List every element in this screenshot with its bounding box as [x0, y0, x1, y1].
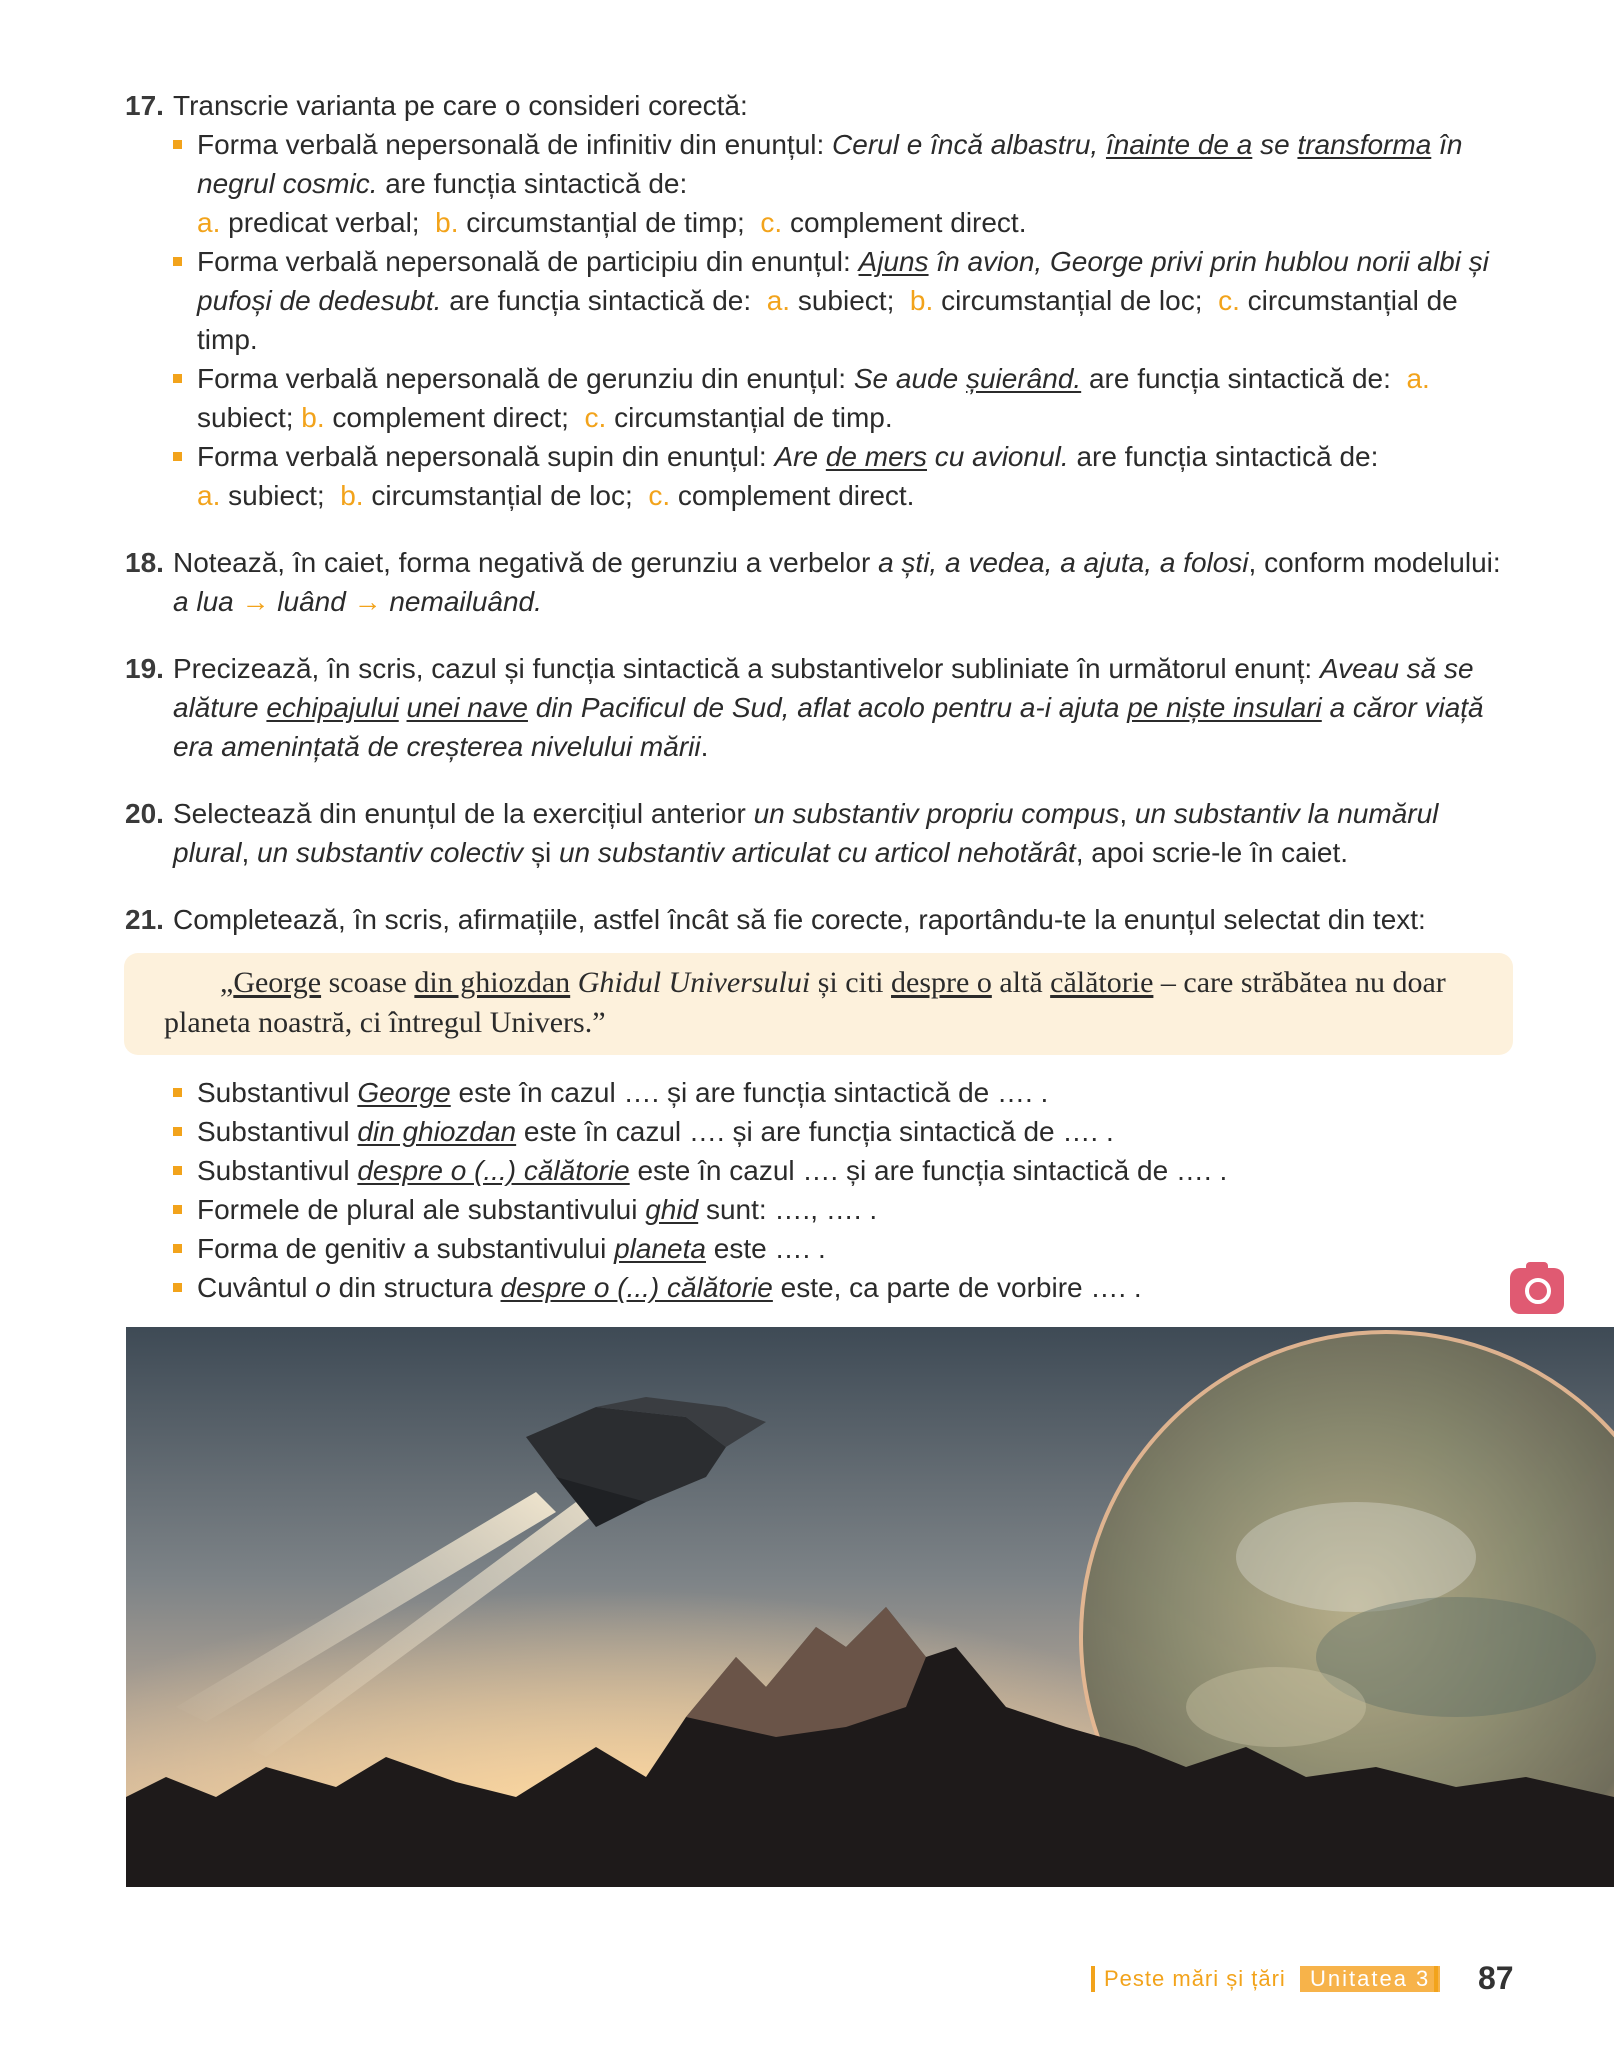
- option-text: complement direct.: [789, 207, 1027, 238]
- page-number: 87: [1478, 1960, 1514, 1996]
- exercise-20: [125, 794, 1513, 872]
- footer-divider: [1434, 1966, 1438, 1992]
- item-tail: are funcția sintactică de:: [449, 285, 752, 316]
- underlined-word: pe niște insulari: [1127, 692, 1322, 723]
- example-text: cu avionul.: [934, 441, 1069, 472]
- quote-text: – care străbătea nu doar planeta noastră, ci întregul Univers.”: [164, 966, 1446, 1039]
- list-item: [173, 1229, 1513, 1268]
- option-letter: b.: [301, 402, 325, 433]
- item-text: este în cazul …. și are funcția sintactică de …. .: [458, 1077, 1049, 1108]
- option-letter: c.: [760, 207, 783, 238]
- book-title: Ghidul Universului: [577, 966, 811, 999]
- option-text: circumstanțial de timp;: [466, 207, 745, 238]
- item-text: Substantivul: [197, 1116, 350, 1147]
- underlined-word: despre o (...) călătorie: [500, 1272, 773, 1303]
- exercise-prompt: Completează, în scris, afirmațiile, astfel încât să fie corecte, raportându-te la enunțul selectat din text:: [173, 904, 1426, 935]
- option-letter: c.: [648, 480, 671, 511]
- conjunction: și: [530, 837, 552, 868]
- example-text: în negrul cosmic.: [197, 129, 1463, 199]
- option-text: subiect;: [797, 285, 895, 316]
- underlined-word: echipajului: [266, 692, 399, 723]
- list-item: [173, 1151, 1513, 1190]
- example-text: se: [1260, 129, 1290, 160]
- option-text: circumstanțial de timp.: [614, 402, 893, 433]
- option-text: subiect;: [197, 402, 294, 433]
- option-text: circumstanțial de loc;: [371, 480, 633, 511]
- example-text: Se aude: [853, 363, 959, 394]
- item-text: Forma de genitiv a substantivului: [197, 1233, 607, 1264]
- quote-box: [124, 953, 1513, 1055]
- model-word: luând: [277, 586, 346, 617]
- list-item: [173, 437, 1513, 515]
- camera-icon[interactable]: [1510, 1268, 1564, 1314]
- exercise-19: [125, 649, 1513, 766]
- underlined-word: șuierând.: [965, 363, 1082, 394]
- example-text: Cerul e încă albastru,: [832, 129, 1099, 160]
- exercise-18: [125, 543, 1513, 621]
- exercise-21-items: [125, 1073, 1513, 1307]
- statements-list: [173, 1073, 1513, 1307]
- option-text: subiect;: [228, 480, 325, 511]
- underlined-word: de mers: [825, 441, 927, 472]
- option-letter: b.: [909, 285, 934, 316]
- item-lead: Forma verbală nepersonală de gerunziu din enunțul:: [197, 363, 847, 394]
- underlined-word: călătorie: [1050, 966, 1154, 999]
- task-phrase: un substantiv propriu compus: [753, 798, 1120, 829]
- exercise-17: [125, 86, 1513, 515]
- example-text: Are: [774, 441, 819, 472]
- camera-lens: [1525, 1278, 1551, 1304]
- task-phrase: un substantiv colectiv: [257, 837, 524, 868]
- item-text: sunt: …., …. .: [705, 1194, 878, 1225]
- exercise-21: [125, 900, 1513, 939]
- item-lead: Forma verbală nepersonală de participiu din enunțul:: [197, 246, 851, 277]
- item-text: Formele de plural ale substantivului: [197, 1194, 638, 1225]
- quote-text: scoase: [328, 966, 407, 999]
- exercise-text: , apoi scrie-le în caiet.: [1075, 837, 1349, 868]
- exercise-text: Precizează, în scris, cazul și funcția sintactică a substantivelor subliniate în următorul enunț:: [173, 653, 1313, 684]
- item-text: este …. .: [713, 1233, 826, 1264]
- arrow-right-icon: →: [353, 586, 382, 617]
- option-letter: c.: [1218, 285, 1240, 316]
- item-text: este, ca parte de vorbire …. .: [780, 1272, 1142, 1303]
- exercise-number: 19.: [125, 653, 164, 684]
- list-item: [173, 1268, 1513, 1307]
- comma: ,: [241, 837, 250, 868]
- option-text: complement direct.: [677, 480, 915, 511]
- item-text: din structura: [338, 1272, 493, 1303]
- underlined-word: unei nave: [406, 692, 528, 723]
- footer-divider: [1091, 1966, 1095, 1992]
- item-text: este în cazul …. și are funcția sintactică de …. .: [637, 1155, 1228, 1186]
- list-item: [173, 1112, 1513, 1151]
- exercise-text: Selectează din enunțul de la exercițiul anterior: [173, 798, 746, 829]
- page-content: [125, 86, 1513, 1307]
- example-text: a căror viață era amenințată de creșterea nivelului mării: [173, 692, 1484, 762]
- unit-label: Unitatea 3: [1300, 1966, 1440, 1992]
- quote-text: altă: [999, 966, 1043, 999]
- exercise-number: 17.: [125, 90, 164, 121]
- space-scene: [126, 1327, 1614, 1887]
- underlined-word: despre o: [891, 966, 992, 999]
- exercise-text: Notează, în caiet, forma negativă de gerunziu a verbelor: [173, 547, 871, 578]
- comma: ,: [1119, 798, 1128, 829]
- underlined-word: ghid: [645, 1194, 699, 1225]
- option-letter: b.: [340, 480, 364, 511]
- option-letter: a.: [1406, 363, 1430, 394]
- list-item: [173, 359, 1513, 437]
- exercise-number: 21.: [125, 904, 164, 935]
- underlined-word: George: [357, 1077, 451, 1108]
- quote-text: și citi: [817, 966, 884, 999]
- item-tail: are funcția sintactică de:: [385, 168, 688, 199]
- option-letter: a.: [197, 480, 221, 511]
- underlined-word: din ghiozdan: [414, 966, 571, 999]
- space-illustration: [126, 1327, 1614, 1887]
- item-text: este în cazul …. și are funcția sintactică de …. .: [523, 1116, 1114, 1147]
- item-lead: Forma verbală nepersonală supin din enunțul:: [197, 441, 767, 472]
- option-text: complement direct;: [332, 402, 569, 433]
- list-item: [173, 125, 1513, 242]
- verb-list: a ști, a vedea, a ajuta, a folosi: [878, 547, 1249, 578]
- list-item: [173, 242, 1513, 359]
- underlined-word: din ghiozdan: [357, 1116, 517, 1147]
- sentence-end: .: [700, 731, 709, 762]
- example-text: din Pacificul de Sud, aflat acolo pentru a-i ajuta: [535, 692, 1120, 723]
- underlined-word: planeta: [614, 1233, 706, 1264]
- example-text: în avion, George privi prin hublou norii albi și pufoși de dedesubt.: [197, 246, 1489, 316]
- underlined-word: transforma: [1297, 129, 1432, 160]
- example-text: Aveau să se alăture: [173, 653, 1474, 723]
- underlined-word: înainte de a: [1105, 129, 1253, 160]
- chapter-title: Peste mări și țări: [1104, 1966, 1286, 1991]
- option-text: circumstanțial de timp.: [197, 285, 1458, 355]
- option-letter: c.: [584, 402, 607, 433]
- exercise-number: 20.: [125, 798, 164, 829]
- task-phrase: un substantiv la numărul plural: [173, 798, 1439, 868]
- option-letter: a.: [197, 207, 221, 238]
- option-text: predicat verbal;: [228, 207, 420, 238]
- italic-word: o: [315, 1272, 331, 1303]
- model-word: a lua: [173, 586, 234, 617]
- exercise-text: , conform modelului:: [1248, 547, 1501, 578]
- arrow-right-icon: →: [241, 586, 270, 617]
- item-tail: are funcția sintactică de:: [1076, 441, 1379, 472]
- quote-mark: „: [220, 966, 234, 999]
- page-footer: [0, 1960, 1614, 2000]
- option-letter: b.: [435, 207, 459, 238]
- item-lead: Forma verbală nepersonală de infinitiv din enunțul:: [197, 129, 825, 160]
- underlined-word: George: [233, 966, 322, 999]
- answer-options-list: [173, 125, 1513, 515]
- list-item: [173, 1073, 1513, 1112]
- list-item: [173, 1190, 1513, 1229]
- option-text: circumstanțial de loc;: [941, 285, 1203, 316]
- task-phrase: un substantiv articulat cu articol nehotărât: [558, 837, 1076, 868]
- exercise-number: 18.: [125, 547, 164, 578]
- item-text: Substantivul: [197, 1155, 350, 1186]
- underlined-word: Ajuns: [858, 246, 929, 277]
- item-text: Substantivul: [197, 1077, 350, 1108]
- underlined-word: despre o (...) călătorie: [357, 1155, 630, 1186]
- item-text: Cuvântul: [197, 1272, 308, 1303]
- model-word: nemailuând.: [389, 586, 542, 617]
- exercise-prompt: Transcrie varianta pe care o consideri corectă:: [173, 90, 748, 121]
- item-tail: are funcția sintactică de:: [1088, 363, 1391, 394]
- option-letter: a.: [766, 285, 791, 316]
